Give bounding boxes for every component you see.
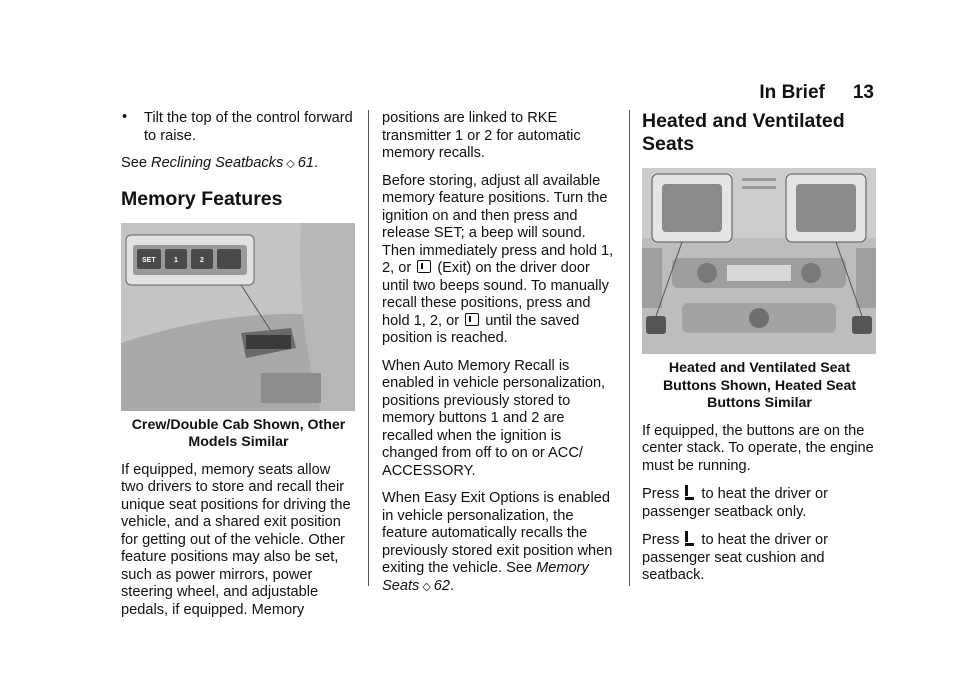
running-header xyxy=(759,82,874,104)
paragraph: If equipped, the buttons are on the center stack. To operate, the engine must be running. xyxy=(642,422,874,474)
heated-seat-buttons-illustration xyxy=(642,168,876,354)
section-title: In Brief xyxy=(759,82,825,103)
exit-icon xyxy=(465,313,479,326)
paragraph: When Auto Memory Recall is enabled in vehicle personalization, positions previously stored to memory buttons 1 and 2 are recalled when the ignition is changed from off to on or ACC/ ACCESSORY. xyxy=(382,357,606,479)
heated-seatback-icon xyxy=(683,485,695,500)
button-1-label: 1 xyxy=(174,256,178,264)
section-heading: Memory Features xyxy=(121,187,283,210)
column-2 xyxy=(382,110,617,606)
set-button-label: SET xyxy=(142,256,156,264)
page-number: 13 xyxy=(852,82,874,103)
column-1 xyxy=(121,110,356,629)
memory-buttons-illustration xyxy=(121,223,355,411)
column-divider xyxy=(368,110,369,586)
paragraph: positions are linked to RKE transmitter 1 or 2 for automatic memory recalls. xyxy=(382,110,581,161)
paragraph: If equipped, memory seats allow two drivers to store and recall their unique seat positions for driving the vehicle, and a shared exit position for getting out of the vehicle. Other feature positions may also be set, such as power mirrors, power steering wheel, and adjustable pedals, if equipped. Memory xyxy=(121,461,351,618)
figure-caption: Crew/Double Cab Shown, Other Models Similar xyxy=(131,416,346,450)
column-divider xyxy=(629,110,630,586)
heated-seat-cushion-icon xyxy=(683,531,695,546)
button-2-label: 2 xyxy=(200,256,204,264)
see-reference: See Reclining Seatbacks ◇ 61. xyxy=(121,155,319,171)
paragraph: Before storing, adjust all available memory feature positions. Turn the ignition on and then press and release SET; a beep will sound. Then immediately press and hold 1, 2, or (Exit) on the driver door until two beeps sound. To manually recall these positions, press and hold 1, 2, or until the saved position is reached. xyxy=(382,172,614,346)
page-ref-icon: ◇ xyxy=(422,580,431,593)
paragraph: When Easy Exit Options is enabled in vehicle personalization, the feature automatically recalls the previously stored exit position when exiting the vehicle. See Memory Seats ◇ 62. xyxy=(382,490,613,594)
figure-caption: Heated and Ventilated Seat Buttons Shown, Heated Seat Buttons Similar xyxy=(662,360,857,411)
paragraph: Press to heat the driver or passenger seatback only. xyxy=(642,486,828,520)
section-heading: Heated and Ventilated Seats xyxy=(642,110,845,155)
bullet-item: • Tilt the top of the control forward to raise. xyxy=(122,109,353,144)
reference-link[interactable]: Reclining Seatbacks xyxy=(151,155,284,171)
paragraph: Press to heat the driver or passenger seat cushion and seatback. xyxy=(642,532,828,583)
column-3 xyxy=(642,110,877,595)
reference-link[interactable]: Memory Seats xyxy=(382,560,589,594)
exit-icon xyxy=(417,260,431,273)
page-ref-icon: ◇ xyxy=(286,158,295,170)
